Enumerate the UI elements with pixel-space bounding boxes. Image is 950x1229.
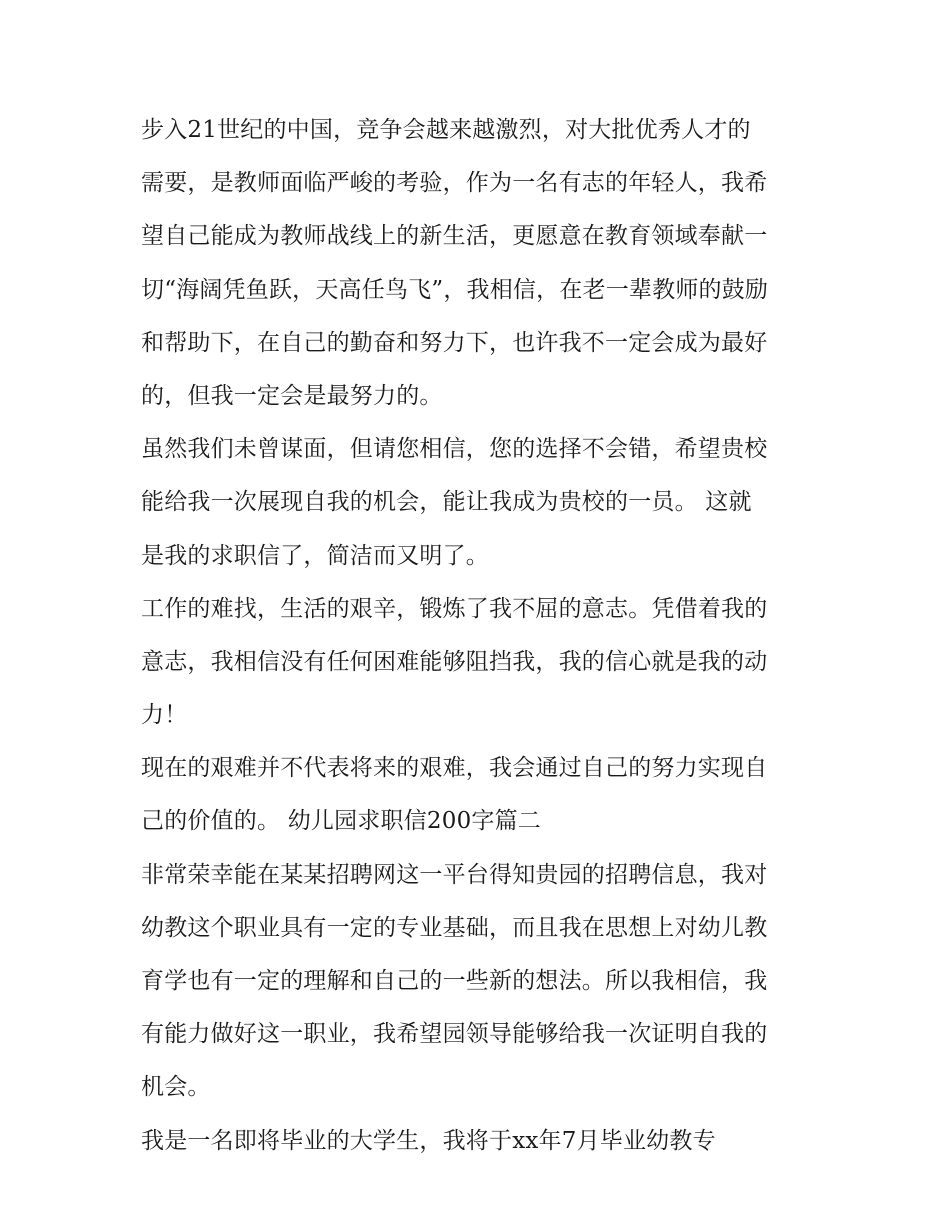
text-line: 意志，我相信没有任何困难能够阻挡我，我的信心就是我的动 <box>141 648 768 675</box>
document-body <box>141 104 816 1168</box>
text-line: 的，但我一定会是最努力的。 <box>141 382 443 409</box>
text-line: 是我的求职信了，简洁而又明了。 <box>141 542 489 569</box>
text-line: 切“海阔凭鱼跃，天高任鸟飞”，我相信，在老一辈教师的鼓励 <box>141 276 769 303</box>
text-line: 步入21世纪的中国，竞争会越来越激烈，对大批优秀人才的 <box>141 117 751 143</box>
text-line: 非常荣幸能在某某招聘网这一平台得知贵园的招聘信息，我对 <box>141 861 768 888</box>
text-line: 望自己能成为教师战线上的新生活，更愿意在教育领域奉献一 <box>141 223 768 250</box>
text-line: 机会。 <box>141 1074 211 1101</box>
text-line: 能给我一次展现自我的机会，能让我成为贵校的一员。 这就 <box>141 489 752 516</box>
text-line: 有能力做好这一职业，我希望园领导能够给我一次证明自我的 <box>141 1021 768 1048</box>
text-line: 现在的艰难并不代表将来的艰难，我会通过自己的努力实现自 <box>141 755 768 782</box>
text-line: 需要，是教师面临严峻的考验，作为一名有志的年轻人，我希 <box>141 170 768 197</box>
text-line: 虽然我们未曾谋面，但请您相信，您的选择不会错，希望贵校 <box>141 436 768 463</box>
text-line: 和帮助下，在自己的勤奋和努力下，也许我不一定会成为最好 <box>141 329 768 356</box>
text-line: 育学也有一定的理解和自己的一些新的想法。所以我相信，我 <box>141 968 768 994</box>
text-line: 工作的难找，生活的艰辛，锻炼了我不屈的意志。凭借着我的 <box>141 595 768 622</box>
text-line: 己的价值的。 幼儿园求职信200字篇二 <box>141 808 542 835</box>
text-line: 幼教这个职业具有一定的专业基础，而且我在思想上对幼儿教 <box>141 914 768 941</box>
text-line: 我是一名即将毕业的大学生，我将于xx年7月毕业幼教专 <box>141 1127 716 1154</box>
text-line: 力！ <box>141 702 188 729</box>
